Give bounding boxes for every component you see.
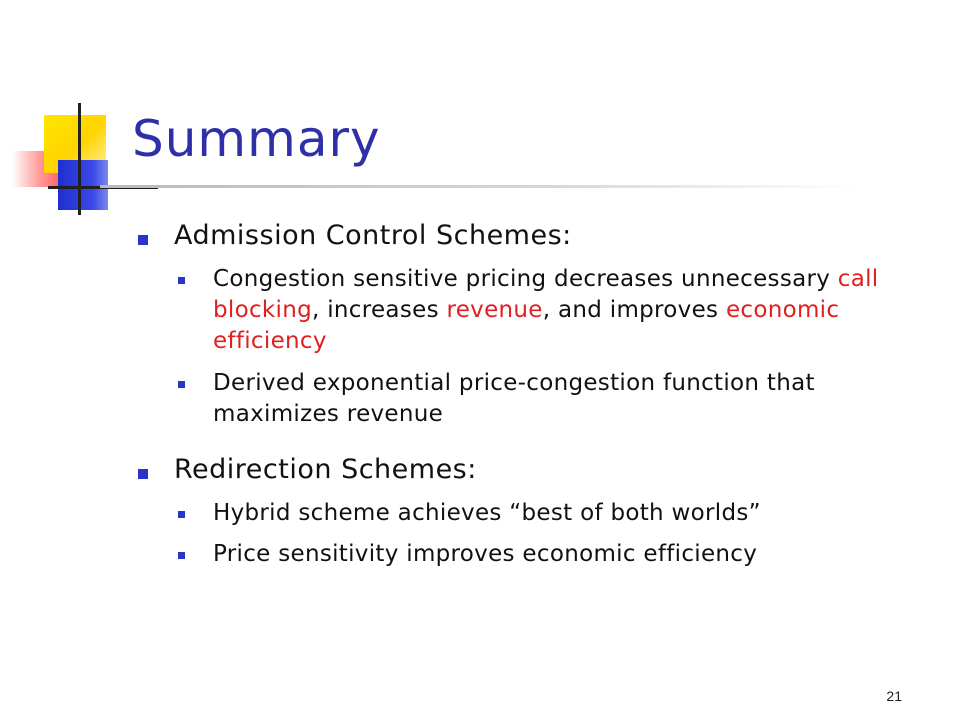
sub-bullet-item bbox=[178, 539, 928, 570]
slide-title: Summary bbox=[132, 110, 381, 168]
square-bullet-icon bbox=[178, 381, 185, 388]
bullet-text: , and improves bbox=[542, 297, 726, 324]
section-heading-text: Redirection Schemes: bbox=[174, 453, 477, 485]
section-group bbox=[138, 220, 928, 430]
section-group bbox=[138, 454, 928, 570]
bullet-list bbox=[138, 220, 928, 594]
square-bullet-icon bbox=[138, 235, 148, 245]
title-underline bbox=[100, 185, 860, 188]
square-bullet-icon bbox=[178, 277, 185, 284]
sub-bullet-item bbox=[178, 368, 928, 430]
section-heading-text: Admission Control Schemes: bbox=[174, 220, 572, 251]
bullet-text: Hybrid scheme achieves “best of both worlds” bbox=[213, 500, 761, 527]
highlighted-text: economic efficiency bbox=[213, 297, 840, 355]
bullet-text: Derived exponential price-congestion function that maximizes revenue bbox=[213, 369, 815, 427]
square-bullet-icon bbox=[178, 552, 185, 559]
square-bullet-icon bbox=[138, 469, 148, 479]
sub-bullet-item bbox=[178, 264, 928, 357]
bullet-text: Congestion sensitive pricing decreases unnecessary bbox=[213, 266, 838, 293]
section-heading bbox=[138, 454, 928, 486]
bullet-text: , increases bbox=[312, 297, 447, 324]
highlighted-text: call blocking bbox=[213, 266, 879, 324]
decorative-logo-vertical-line bbox=[78, 103, 81, 215]
bullet-text: Price sensitivity improves economic efficiency bbox=[213, 541, 758, 568]
square-bullet-icon bbox=[178, 511, 185, 518]
highlighted-text: revenue bbox=[446, 297, 543, 324]
sub-bullet-item bbox=[178, 498, 928, 529]
section-heading bbox=[138, 220, 928, 252]
page-number: 21 bbox=[886, 688, 902, 704]
